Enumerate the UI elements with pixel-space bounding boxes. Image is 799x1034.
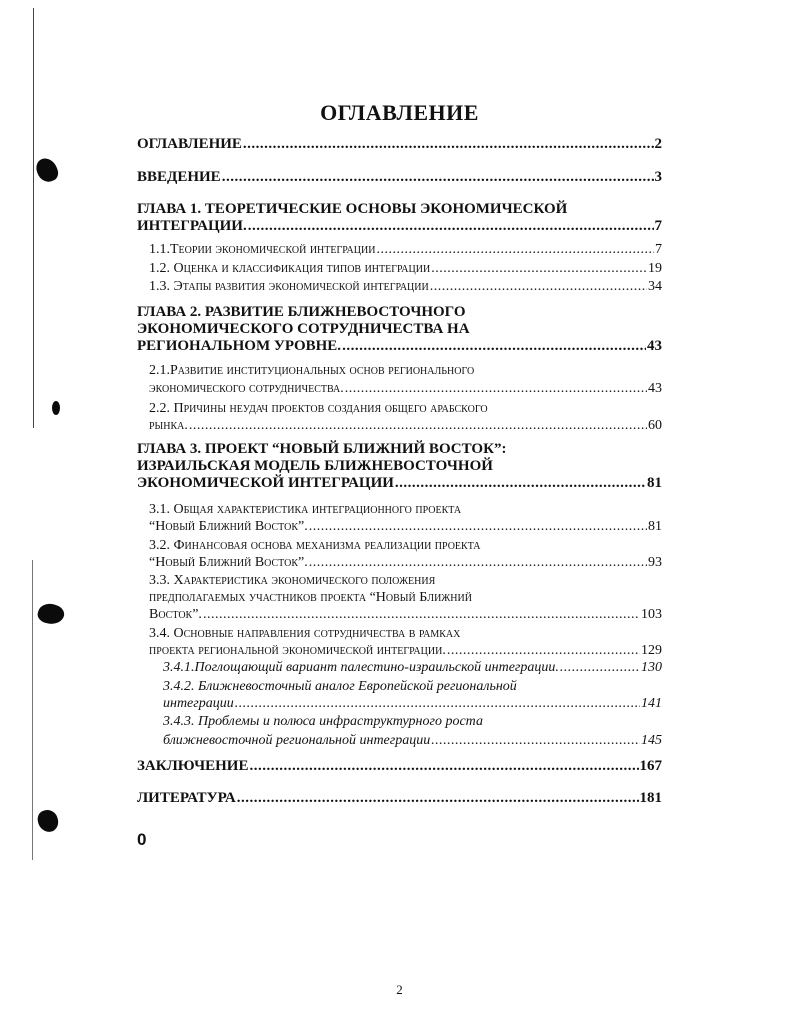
toc-entry-label: 1.1.Теории экономической интеграции bbox=[149, 242, 376, 257]
dot-leader bbox=[376, 242, 654, 258]
toc-entry-chapter-2[interactable] bbox=[137, 338, 662, 355]
toc-entry-chapter-3[interactable] bbox=[137, 475, 662, 492]
punch-hole-mark bbox=[33, 155, 60, 184]
toc-page-number: 2 bbox=[654, 136, 662, 152]
toc-entry-section-2-1[interactable] bbox=[149, 381, 662, 397]
toc-page-number: 7 bbox=[654, 218, 662, 234]
page-title: ОГЛАВЛЕНИЕ bbox=[320, 100, 479, 125]
toc-entry-label: РЕГИОНАЛЬНОМ УРОВНЕ. bbox=[137, 338, 342, 354]
punch-hole-mark bbox=[52, 401, 60, 415]
toc-entry-label: ЗАКЛЮЧЕНИЕ bbox=[137, 758, 249, 774]
toc-page-number: 3 bbox=[654, 169, 662, 185]
section-3-4-line-1[interactable]: 3.4. Основные направления сотрудничества в рамках bbox=[149, 626, 461, 641]
toc-entry-label: 3.4.1.Поглощающий вариант палестино-израильской интеграции. bbox=[163, 660, 559, 675]
toc-entry-section-3-4-3[interactable] bbox=[163, 733, 662, 749]
toc-entry-label: Восток”. bbox=[149, 607, 202, 622]
section-3-3-line-2[interactable]: предполагаемых участников проекта “Новый Ближний bbox=[149, 590, 472, 605]
toc-page-number: 43 bbox=[648, 381, 662, 396]
page-number: 2 bbox=[396, 982, 403, 997]
toc-entry-section-3-3[interactable] bbox=[149, 607, 662, 623]
scan-edge-line bbox=[33, 8, 34, 428]
toc-page-number: 93 bbox=[648, 555, 662, 570]
toc-page-number: 34 bbox=[648, 279, 662, 294]
toc-entry-label: экономического сотрудничества. bbox=[149, 381, 344, 396]
toc-entry-oglavlenie[interactable] bbox=[137, 136, 662, 153]
dot-leader bbox=[560, 660, 640, 676]
toc-entry-section-3-1[interactable] bbox=[149, 519, 662, 535]
toc-entry-section-3-4[interactable] bbox=[149, 643, 662, 659]
section-2-1-line-1[interactable]: 2.1.Развитие институциональных основ регионального bbox=[149, 363, 475, 378]
toc-entry-label: 1.2. Оценка и классификация типов интеграции bbox=[149, 261, 431, 276]
toc-page-number: 141 bbox=[641, 696, 662, 711]
toc-entry-section-3-4-1[interactable] bbox=[163, 660, 662, 676]
toc-page-number: 130 bbox=[641, 660, 662, 675]
toc-entry-literatura[interactable] bbox=[137, 790, 662, 807]
section-3-3-line-1[interactable]: 3.3. Характеристика экономического положения bbox=[149, 573, 436, 588]
dot-leader bbox=[203, 607, 640, 623]
toc-page-number: 81 bbox=[648, 519, 662, 534]
chapter-2-heading-line-2[interactable]: ЭКОНОМИЧЕСКОГО СОТРУДНИЧЕСТВА НА bbox=[137, 321, 470, 337]
dot-leader bbox=[431, 261, 647, 277]
scan-edge-line bbox=[32, 560, 33, 860]
toc-entry-section-1-1[interactable] bbox=[149, 242, 662, 258]
toc-entry-label: рынка. bbox=[149, 418, 188, 433]
dot-leader bbox=[395, 475, 646, 492]
dot-leader bbox=[248, 218, 654, 235]
dot-leader bbox=[235, 696, 640, 712]
toc-entry-label: интеграции bbox=[163, 696, 234, 711]
dot-leader bbox=[249, 758, 638, 775]
punch-hole-mark bbox=[36, 601, 66, 627]
stray-mark: 0 bbox=[137, 830, 147, 849]
toc-entry-section-1-2[interactable] bbox=[149, 261, 662, 277]
toc-entry-label: ОГЛАВЛЕНИЕ bbox=[137, 136, 242, 152]
dot-leader bbox=[222, 169, 654, 186]
toc-entry-vvedenie[interactable] bbox=[137, 169, 662, 186]
punch-hole-mark bbox=[36, 808, 60, 833]
dot-leader bbox=[430, 279, 647, 295]
toc-entry-label: ЛИТЕРАТУРА bbox=[137, 790, 236, 806]
toc-entry-label: ИНТЕГРАЦИИ. bbox=[137, 218, 247, 234]
toc-entry-label: проекта региональной экономической интеграции. bbox=[149, 643, 446, 658]
dot-leader bbox=[309, 555, 647, 571]
toc-entry-section-2-2[interactable] bbox=[149, 418, 662, 434]
toc-entry-section-3-2[interactable] bbox=[149, 555, 662, 571]
section-3-4-2-line-1[interactable]: 3.4.2. Ближневосточный аналог Европейской региональной bbox=[163, 679, 517, 694]
toc-page-number: 181 bbox=[639, 790, 662, 806]
toc-page-number: 103 bbox=[641, 607, 662, 622]
toc-entry-label: ближневосточной региональной интеграции bbox=[163, 733, 431, 748]
toc-entry-label: “Новый Ближний Восток”. bbox=[149, 555, 308, 570]
dot-leader bbox=[237, 790, 639, 807]
chapter-3-heading-line-1[interactable]: ГЛАВА 3. ПРОЕКТ “НОВЫЙ БЛИЖНИЙ ВОСТОК”: bbox=[137, 441, 507, 457]
toc-page-number: 145 bbox=[641, 733, 662, 748]
chapter-2-heading-line-1[interactable]: ГЛАВА 2. РАЗВИТИЕ БЛИЖНЕВОСТОЧНОГО bbox=[137, 304, 466, 320]
dot-leader bbox=[342, 338, 646, 355]
chapter-3-heading-line-2[interactable]: ИЗРАИЛЬСКАЯ МОДЕЛЬ БЛИЖНЕВОСТОЧНОЙ bbox=[137, 458, 493, 474]
section-3-1-line-1[interactable]: 3.1. Общая характеристика интеграционного проекта bbox=[149, 502, 462, 517]
section-3-4-3-line-1[interactable]: 3.4.3. Проблемы и полюса инфраструктурного роста bbox=[163, 714, 483, 729]
toc-entry-label: ЭКОНОМИЧЕСКОЙ ИНТЕГРАЦИИ bbox=[137, 475, 394, 491]
dot-leader bbox=[345, 381, 647, 397]
toc-page-number: 167 bbox=[639, 758, 662, 774]
toc-entry-section-1-3[interactable] bbox=[149, 279, 662, 295]
toc-page-number: 43 bbox=[647, 338, 662, 354]
dot-leader bbox=[447, 643, 640, 659]
toc-page-number: 19 bbox=[648, 261, 662, 276]
toc-page-number: 81 bbox=[647, 475, 662, 491]
section-3-2-line-1[interactable]: 3.2. Финансовая основа механизма реализации проекта bbox=[149, 538, 481, 553]
toc-entry-section-3-4-2[interactable] bbox=[163, 696, 662, 712]
toc-page-number: 129 bbox=[641, 643, 662, 658]
dot-leader bbox=[189, 418, 647, 434]
toc-entry-label: 1.3. Этапы развития экономической интеграции bbox=[149, 279, 429, 294]
toc-entry-zaklyuchenie[interactable] bbox=[137, 758, 662, 775]
toc-entry-chapter-1[interactable] bbox=[137, 218, 662, 235]
dot-leader bbox=[431, 733, 640, 749]
dot-leader bbox=[309, 519, 647, 535]
toc-entry-label: “Новый Ближний Восток”. bbox=[149, 519, 308, 534]
chapter-1-heading-line-1[interactable]: ГЛАВА 1. ТЕОРЕТИЧЕСКИЕ ОСНОВЫ ЭКОНОМИЧЕСКОЙ bbox=[137, 201, 568, 217]
section-2-2-line-1[interactable]: 2.2. Причины неудач проектов создания общего арабского bbox=[149, 401, 488, 416]
toc-entry-label: ВВЕДЕНИЕ bbox=[137, 169, 221, 185]
toc-page-number: 60 bbox=[648, 418, 662, 433]
toc-page-number: 7 bbox=[655, 242, 662, 257]
dot-leader bbox=[243, 136, 654, 153]
